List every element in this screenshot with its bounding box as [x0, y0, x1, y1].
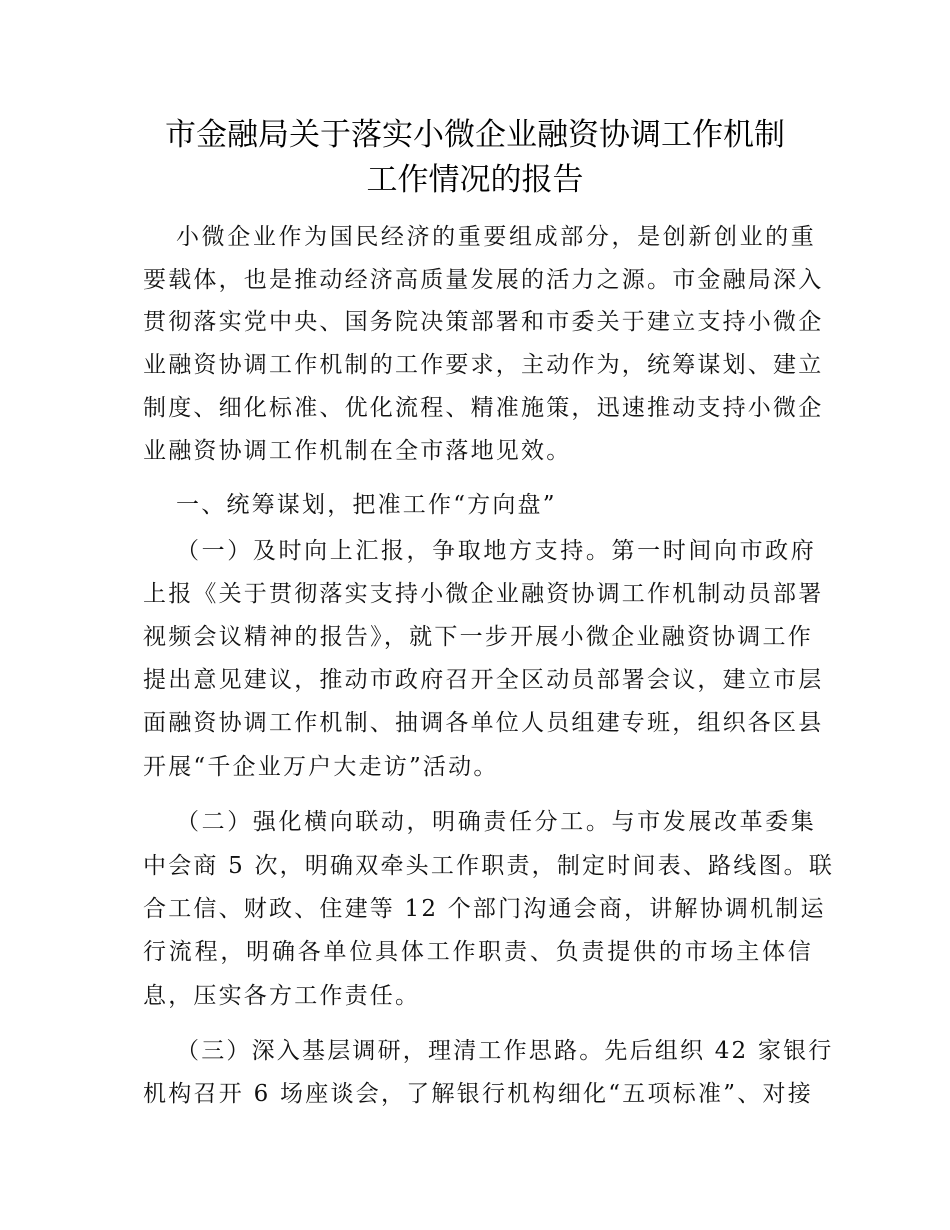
paragraph-line: 制度、细化标准、优化流程、精准施策，迅速推动支持小微企 [143, 395, 824, 421]
paragraph-line: （一）及时向上汇报，争取地方支持。第一时间向市政府 [176, 538, 816, 564]
paragraph-line: 面融资协调工作机制、抽调各单位人员组建专班，组织各区县 [143, 710, 824, 736]
paragraph-line: 要载体，也是推动经济高质量发展的活力之源。市金融局深入 [143, 267, 824, 293]
paragraph-line: 提出意见建议，推动市政府召开全区动员部署会议，建立市层 [143, 667, 824, 693]
document-title-line-2: 工作情况的报告 [366, 162, 584, 198]
paragraph-line: 合工信、财政、住建等 12 个部门沟通会商，讲解协调机制运 [143, 896, 826, 922]
paragraph-line: 息，压实各方工作责任。 [143, 983, 421, 1009]
paragraph-line: （三）深入基层调研，理清工作思路。先后组织 42 家银行 [176, 1038, 834, 1064]
paragraph-line: 开展“千企业万户大走访”活动。 [143, 754, 499, 780]
paragraph-line: 上报《关于贯彻落实支持小微企业融资协调工作机制动员部署 [143, 581, 824, 607]
paragraph-line: 业融资协调工作机制在全市落地见效。 [143, 438, 572, 464]
document-title-line-1: 市金融局关于落实小微企业融资协调工作机制 [165, 117, 785, 153]
paragraph-line: 中会商 5 次，明确双牵头工作职责，制定时间表、路线图。联 [143, 853, 835, 879]
paragraph-line: （二）强化横向联动，明确责任分工。与市发展改革委集 [176, 809, 816, 835]
paragraph-line: 贯彻落实党中央、国务院决策部署和市委关于建立支持小微企 [143, 309, 824, 335]
section-heading-1: 一、统筹谋划，把准工作“方向盘” [176, 492, 557, 518]
paragraph-line: 业融资协调工作机制的工作要求，主动作为，统筹谋划、建立 [143, 352, 824, 378]
paragraph-line: 小微企业作为国民经济的重要组成部分，是创新创业的重 [176, 224, 816, 250]
paragraph-line: 视频会议精神的报告》，就下一步开展小微企业融资协调工作 [143, 624, 813, 650]
paragraph-line: 行流程，明确各单位具体工作职责、负责提供的市场主体信 [143, 939, 813, 965]
paragraph-line: 机构召开 6 场座谈会，了解银行机构细化“五项标准”、对接 [143, 1081, 813, 1107]
